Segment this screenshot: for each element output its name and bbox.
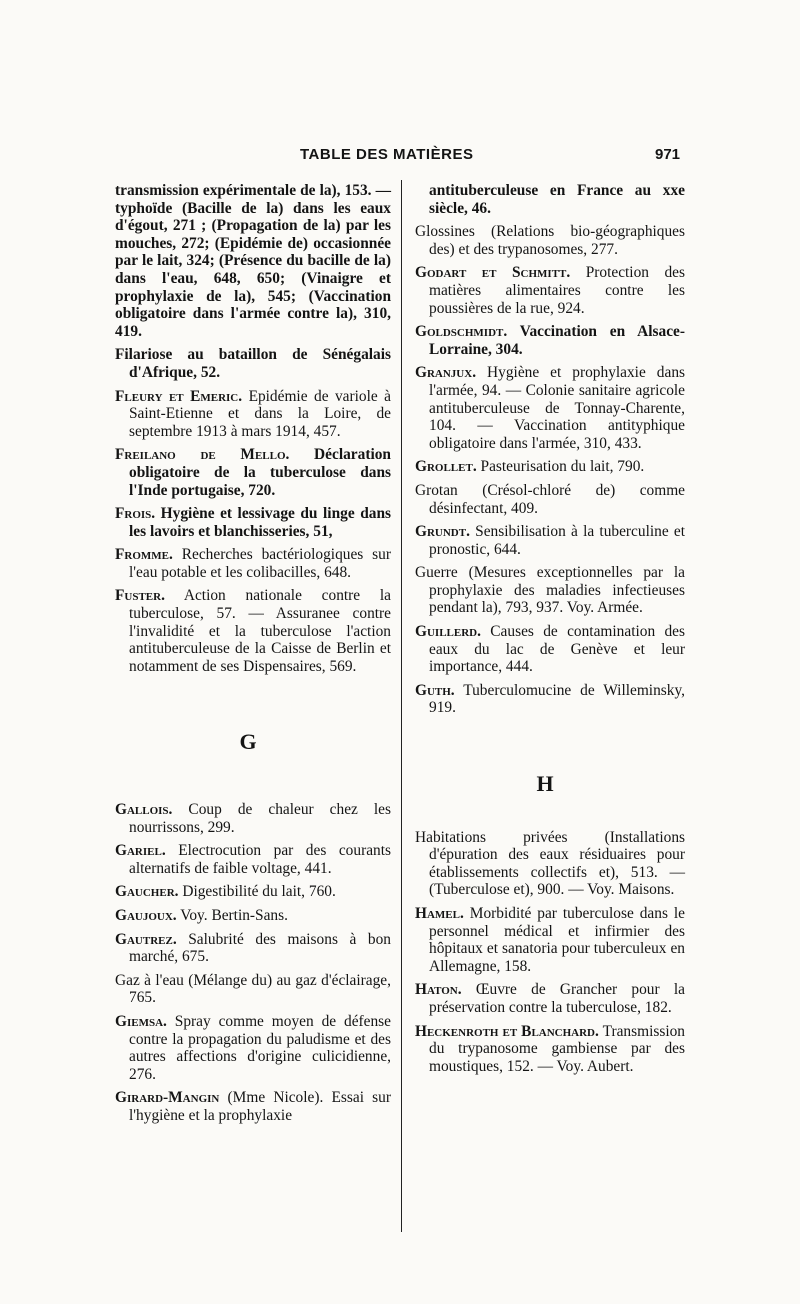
index-entry: Guerre (Mesures exceptionnelles par la prophylaxie des maladies infectieuses pendant la), 793, 937. Voy. Armée.	[415, 564, 685, 617]
index-entry: Gaujoux. Voy. Bertin-Sans.	[115, 907, 288, 924]
left-column	[115, 182, 391, 1131]
index-entry: Heckenroth et Blanchard. Transmission du trypanosome gambiense par des moustiques, 152. — Voy. Aubert.	[415, 1022, 685, 1075]
column-divider	[401, 180, 402, 1232]
index-entry: Freilano de Mello. Déclaration obligatoire de la tuberculose dans l'Inde portugaise, 720.	[115, 446, 391, 499]
index-entry: Goldschmidt. Vaccination en Alsace-Lorraine, 304.	[415, 323, 685, 358]
index-entry: Habitations privées (Installations d'épuration des eaux résiduaires pour établissements collectifs et), 513. — (Tuberculose et), 900. — Voy. Maisons.	[415, 828, 685, 899]
index-entry: Grundt. Sensibilisation à la tuberculine et pronostic, 644.	[415, 523, 685, 558]
index-entry: Grotan (Crésol-chloré de) comme désinfectant, 409.	[415, 481, 685, 517]
index-entry: Gaz à l'eau (Mélange du) au gaz d'éclairage, 765.	[115, 971, 391, 1007]
index-entry: Haton. Œuvre de Grancher pour la préservation contre la tuberculose, 182.	[415, 981, 685, 1016]
index-entry: Grollet. Pasteurisation du lait, 790.	[415, 458, 645, 476]
index-entry: Godart et Schmitt. Protection des matières alimentaires contre les poussières de la rue, 924.	[415, 264, 685, 317]
section-letter-g: G	[239, 729, 257, 755]
index-entry: Gaucher. Digestibilité du lait, 760.	[115, 883, 336, 901]
index-entry: Granjux. Hygiène et prophylaxie dans l'armée, 94. — Colonie sanitaire agricole antituberculeuse de Tonnay-Charente, 104. — Vaccination antityphique obligatoire dans l'armée, 310, 433.	[415, 364, 685, 452]
index-entry: Glossines (Relations bio-géographiques des) et des trypanosomes, 277.	[415, 223, 685, 258]
index-entry: Guth. Tuberculomucine de Willeminsky, 919.	[415, 681, 685, 717]
page-number: 971	[655, 146, 681, 163]
index-entry: Hamel. Morbidité par tuberculose dans le personnel médical et infirmier des hôpitaux et sanatoria pour tuberculeux en Allemagne, 158.	[415, 905, 685, 975]
index-entry: Filariose au bataillon de Sénégalais d'Afrique, 52.	[115, 346, 391, 381]
index-entry: Fleury et Emeric. Epidémie de variole à Saint-Etienne et dans la Loire, de septembre 1913 à mars 1914, 457.	[115, 387, 391, 440]
index-entry: Girard-Mangin (Mme Nicole). Essai sur l'hygiène et la prophylaxie	[115, 1089, 391, 1124]
right-column	[415, 182, 685, 1081]
index-entry: Fromme. Recherches bactériologiques sur l'eau potable et les colibacilles, 648.	[115, 546, 391, 581]
running-title: TABLE DES MATIÈRES	[300, 146, 474, 163]
index-entry: Gautrez. Salubrité des maisons à bon marché, 675.	[115, 930, 391, 966]
continuation-entry: antituberculeuse en France au xxe siècle, 46.	[429, 182, 685, 217]
index-entry: Fuster. Action nationale contre la tuberculose, 57. — Assuranee contre l'invalidité et la tuberculose l'action antituberculeuse de la Caisse de Berlin et notamment de ses Dispensaires, 569.	[115, 587, 391, 675]
continuation-entry: transmission expérimentale de la), 153. — typhoïde (Bacille de la) dans les eaux d'égout, 271 ; (Propagation de la) par les mouches, 272; (Epidémie de) occasionnée par le lait, 324; (Présence du bacille de la) dans l'eau, 648, 650; (Vinaigre et prophylaxie de la), 545; (Vaccination obligatoire dans l'armée contre la), 310, 419.	[115, 182, 391, 340]
page-header	[0, 146, 800, 166]
index-entry: Frois. Hygiène et lessivage du linge dans les lavoirs et blanchisseries, 51,	[115, 505, 391, 540]
index-entry: Gariel. Electrocution par des courants alternatifs de faible voltage, 441.	[115, 842, 391, 877]
index-entry: Gallois. Coup de chaleur chez les nourrissons, 299.	[115, 801, 391, 836]
index-entry: Giemsa. Spray comme moyen de défense contre la propagation du paludisme et des autres affections d'origine culicidienne, 276.	[115, 1012, 391, 1083]
section-letter-h: H	[536, 771, 554, 797]
index-entry: Guillerd. Causes de contamination des eaux du lac de Genève et leur importance, 444.	[415, 623, 685, 676]
